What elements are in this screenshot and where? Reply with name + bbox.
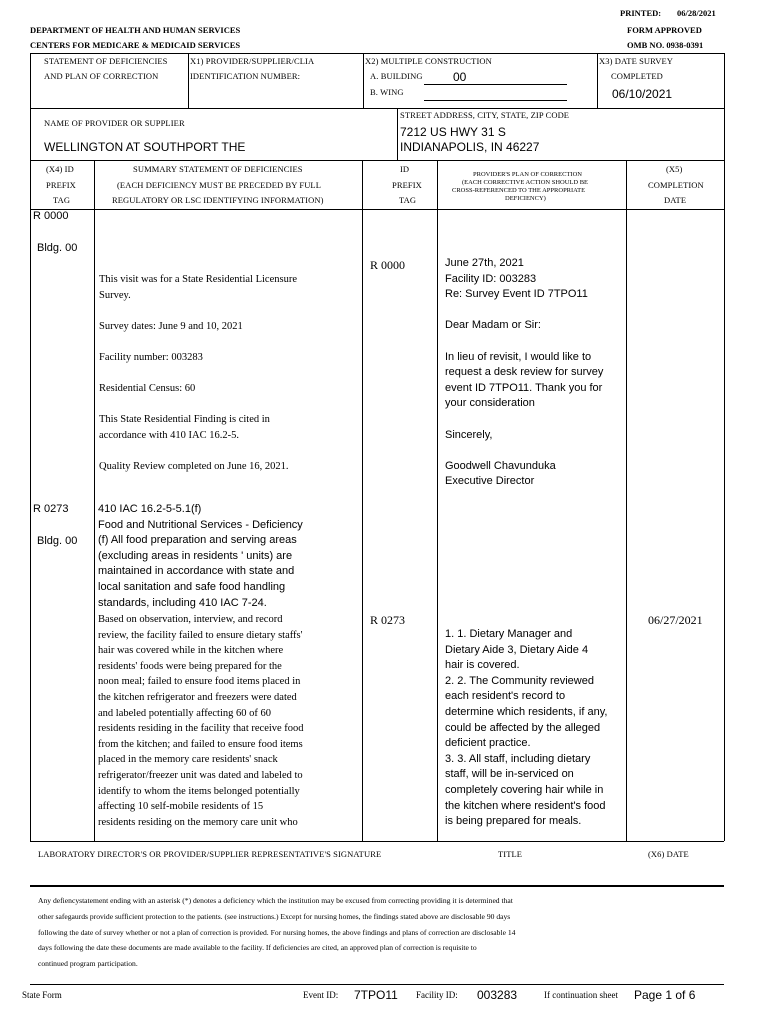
plan-line: Dear Madam or Sir: <box>445 319 541 332</box>
findings-line: residents residing in the facility that receive food <box>98 723 304 735</box>
col-plan-1: PROVIDER'S PLAN OF CORRECTION <box>473 171 582 178</box>
summary-line <box>99 334 297 350</box>
address-line-2: INDIANAPOLIS, IN 46227 <box>400 140 540 154</box>
summary-line: Survey. <box>99 289 131 301</box>
findings-line: refrigerator/freezer unit was dated and labeled to <box>98 769 303 781</box>
col-x5-1: (X5) <box>666 164 683 174</box>
wing-label: B. WING <box>370 87 404 97</box>
plan-line: Re: Survey Event ID 7TPO11 <box>445 288 588 301</box>
plan-line: 3. 3. All staff, including dietary <box>445 752 591 765</box>
col-plan-3: CROSS-REFERENCED TO THE APPROPRIATE <box>452 187 586 194</box>
plan-line: the kitchen where resident's food <box>445 799 606 812</box>
tag-r0273: R 0273 <box>33 503 69 515</box>
bldg-r0273: Bldg. 00 <box>37 535 78 547</box>
disclaimer <box>38 893 515 972</box>
omb-number: OMB NO. 0938-0391 <box>627 40 704 50</box>
plan-line: Facility ID: 003283 <box>445 272 537 285</box>
regulation-line: maintained in accordance with state and <box>98 565 295 578</box>
title-label: TITLE <box>498 849 523 859</box>
bldg-r0000: Bldg. 00 <box>37 242 78 254</box>
summary-line: Quality Review completed on June 16, 2021. <box>99 461 289 473</box>
plan-r0273 <box>445 627 607 830</box>
plan-line: is being prepared for meals. <box>445 815 582 828</box>
findings-line: and labeled potentially affecting 60 of 60 <box>98 707 271 719</box>
disclaimer-line: continued program participation. <box>38 959 138 969</box>
findings-line: affecting 10 self-mobile residents of 15 <box>98 801 264 813</box>
tag-r0000-plan: R 0000 <box>370 258 406 272</box>
tag-r0000: R 0000 <box>33 210 69 222</box>
plan-line: staff, will be in-serviced on <box>445 768 574 781</box>
printed-date: 06/28/2021 <box>677 8 716 18</box>
plan-line: event ID 7TPO11. Thank you for <box>445 381 603 394</box>
date-survey-value: 06/10/2021 <box>612 87 673 101</box>
facility-id-label: Facility ID: <box>416 990 458 1000</box>
findings-line: identify to whom the items belonged potentially <box>98 785 300 797</box>
col-summary-1: SUMMARY STATEMENT OF DEFICIENCIES <box>133 164 303 174</box>
findings-line: Based on observation, interview, and record <box>98 614 283 625</box>
x6-date-label: (X6) DATE <box>648 849 689 859</box>
findings-text-r0273 <box>98 612 304 830</box>
plan-line: 1. 1. Dietary Manager and <box>445 628 573 640</box>
statement-label-1: STATEMENT OF DEFICIENCIES <box>44 56 168 66</box>
plan-line: could be affected by the alleged <box>445 721 601 734</box>
summary-line: accordance with 410 IAC 16.2-5. <box>99 429 239 441</box>
summary-line <box>99 444 297 460</box>
plan-line <box>445 412 603 428</box>
plan-line <box>445 443 603 459</box>
col-x5-3: DATE <box>664 195 687 205</box>
plan-line <box>445 303 603 319</box>
regulation-line: local sanitation and safe food handling <box>98 580 286 593</box>
printed-label: PRINTED: <box>620 8 662 18</box>
col-x5-2: COMPLETION <box>648 180 704 190</box>
plan-line: completely covering hair while in <box>445 783 604 796</box>
findings-line: residents residing on the memory care unit who <box>98 816 298 828</box>
page-number: Page 1 of 6 <box>634 988 696 1002</box>
plan-line: deficient practice. <box>445 737 531 750</box>
disclaimer-line: following the date of survey whether or not a plan of correction is provided. For nursing homes, the above findings and plans of correction are disclosable 14 <box>38 927 516 937</box>
plan-r0000 <box>445 256 603 490</box>
event-id-label: Event ID: <box>303 990 339 1000</box>
disclaimer-line: days following the date these documents are made available to the facility. If deficiencies are cited, an approved plan of correction is requisite to <box>38 943 477 953</box>
col-x4-2: PREFIX <box>46 180 76 190</box>
provider-name-label: NAME OF PROVIDER OR SUPPLIER <box>44 118 185 128</box>
summary-line <box>99 397 297 413</box>
plan-line: Executive Director <box>445 475 535 488</box>
summary-line <box>99 366 297 382</box>
regulation-text-r0273 <box>98 502 303 611</box>
summary-line: Facility number: 003283 <box>99 351 203 363</box>
findings-line: residents' foods were being prepared for the <box>98 660 282 672</box>
facility-id-value: 003283 <box>477 988 518 1002</box>
regulation-line: (f) All food preparation and serving areas <box>98 534 297 547</box>
col-id-1: ID <box>400 164 410 174</box>
col-id-3: TAG <box>399 195 417 205</box>
summary-line: Survey dates: June 9 and 10, 2021 <box>99 320 243 332</box>
findings-line: noon meal; failed to ensure food items placed in <box>98 676 301 688</box>
tag-r0273-plan: R 0273 <box>370 613 406 627</box>
plan-line: 2. 2. The Community reviewed <box>445 674 594 687</box>
col-x4-1: (X4) ID <box>46 164 74 174</box>
completion-date-r0273: 06/27/2021 <box>648 613 703 627</box>
plan-line <box>445 334 603 350</box>
plan-line: In lieu of revisit, I would like to <box>445 350 592 363</box>
findings-line: the kitchen refrigerator and freezers were dated <box>98 691 297 703</box>
disclaimer-line: Any defiencystatement ending with an asterisk (*) denotes a deficiency which the institution may be excused from correcting providing it is determined that <box>38 896 513 905</box>
state-form-label: State Form <box>22 990 62 1000</box>
findings-line: from the kitchen; and failed to ensure food items <box>98 738 303 750</box>
col-id-2: PREFIX <box>392 180 422 190</box>
regulation-line: 410 IAC 16.2-5-5.1(f) <box>98 503 202 515</box>
col-plan-2: (EACH CORRECTIVE ACTION SHOULD BE <box>462 179 589 186</box>
address-line-1: 7212 US HWY 31 S <box>400 125 506 139</box>
plan-line: Sincerely, <box>445 428 493 441</box>
findings-line: hair was covered while in the kitchen where <box>98 645 284 657</box>
centers-title: CENTERS FOR MEDICARE & MEDICAID SERVICES <box>30 40 241 50</box>
address-label: STREET ADDRESS, CITY, STATE, ZIP CODE <box>400 110 570 120</box>
provider-id-label-2: IDENTIFICATION NUMBER: <box>190 71 301 81</box>
summary-line: This visit was for a State Residential Licensure <box>99 274 297 285</box>
date-survey-label-1: X3) DATE SURVEY <box>599 56 674 66</box>
regulation-line: standards, including 410 IAC 7-24. <box>98 596 267 609</box>
plan-line: hair is covered. <box>445 659 520 672</box>
continuation-label: If continuation sheet <box>544 990 618 1000</box>
col-plan-4: DEFICIENCY) <box>505 195 546 202</box>
provider-name-value: WELLINGTON AT SOUTHPORT THE <box>44 140 246 154</box>
findings-line: placed in the memory care residents' snack <box>98 754 278 766</box>
building-value: 00 <box>453 70 467 84</box>
plan-line: determine which residents, if any, <box>445 705 608 718</box>
provider-id-label-1: X1) PROVIDER/SUPPLIER/CLIA <box>190 56 315 66</box>
col-summary-2: (EACH DEFICIENCY MUST BE PRECEDED BY FULL <box>117 180 322 190</box>
col-x4-3: TAG <box>53 195 71 205</box>
plan-line: your consideration <box>445 397 535 410</box>
statement-label-2: AND PLAN OF CORRECTION <box>44 71 159 81</box>
multiple-construction-label: X2) MULTIPLE CONSTRUCTION <box>365 56 492 66</box>
col-summary-3: REGULATORY OR LSC IDENTIFYING INFORMATION) <box>112 195 324 205</box>
regulation-line: (excluding areas in residents ' units) are <box>98 549 293 562</box>
plan-line: Dietary Aide 3, Dietary Aide 4 <box>445 643 589 656</box>
plan-line: June 27th, 2021 <box>445 257 524 269</box>
signature-label: LABORATORY DIRECTOR'S OR PROVIDER/SUPPLIER REPRESENTATIVE'S SIGNATURE <box>38 849 382 859</box>
plan-line: Goodwell Chavunduka <box>445 459 556 472</box>
summary-line: This State Residential Finding is cited in <box>99 414 270 426</box>
regulation-line: Food and Nutritional Services - Deficiency <box>98 518 303 531</box>
plan-line: each resident's record to <box>445 690 566 703</box>
summary-r0000 <box>99 272 297 475</box>
summary-line <box>99 303 297 319</box>
date-survey-label-2: COMPLETED <box>611 71 663 81</box>
findings-line: review, the facility failed to ensure dietary staffs' <box>98 629 303 641</box>
building-label: A. BUILDING <box>370 71 423 81</box>
form-approved-label: FORM APPROVED <box>627 25 702 35</box>
summary-line: Residential Census: 60 <box>99 383 196 395</box>
disclaimer-line: other safegaurds provide sufficient protection to the patients. (see instructions.) Except for nursing homes, the findings stated above are disclosable 90 days <box>38 911 511 921</box>
plan-line: request a desk review for survey <box>445 366 604 379</box>
department-title: DEPARTMENT OF HEALTH AND HUMAN SERVICES <box>30 25 241 35</box>
event-id-value: 7TPO11 <box>354 988 398 1002</box>
